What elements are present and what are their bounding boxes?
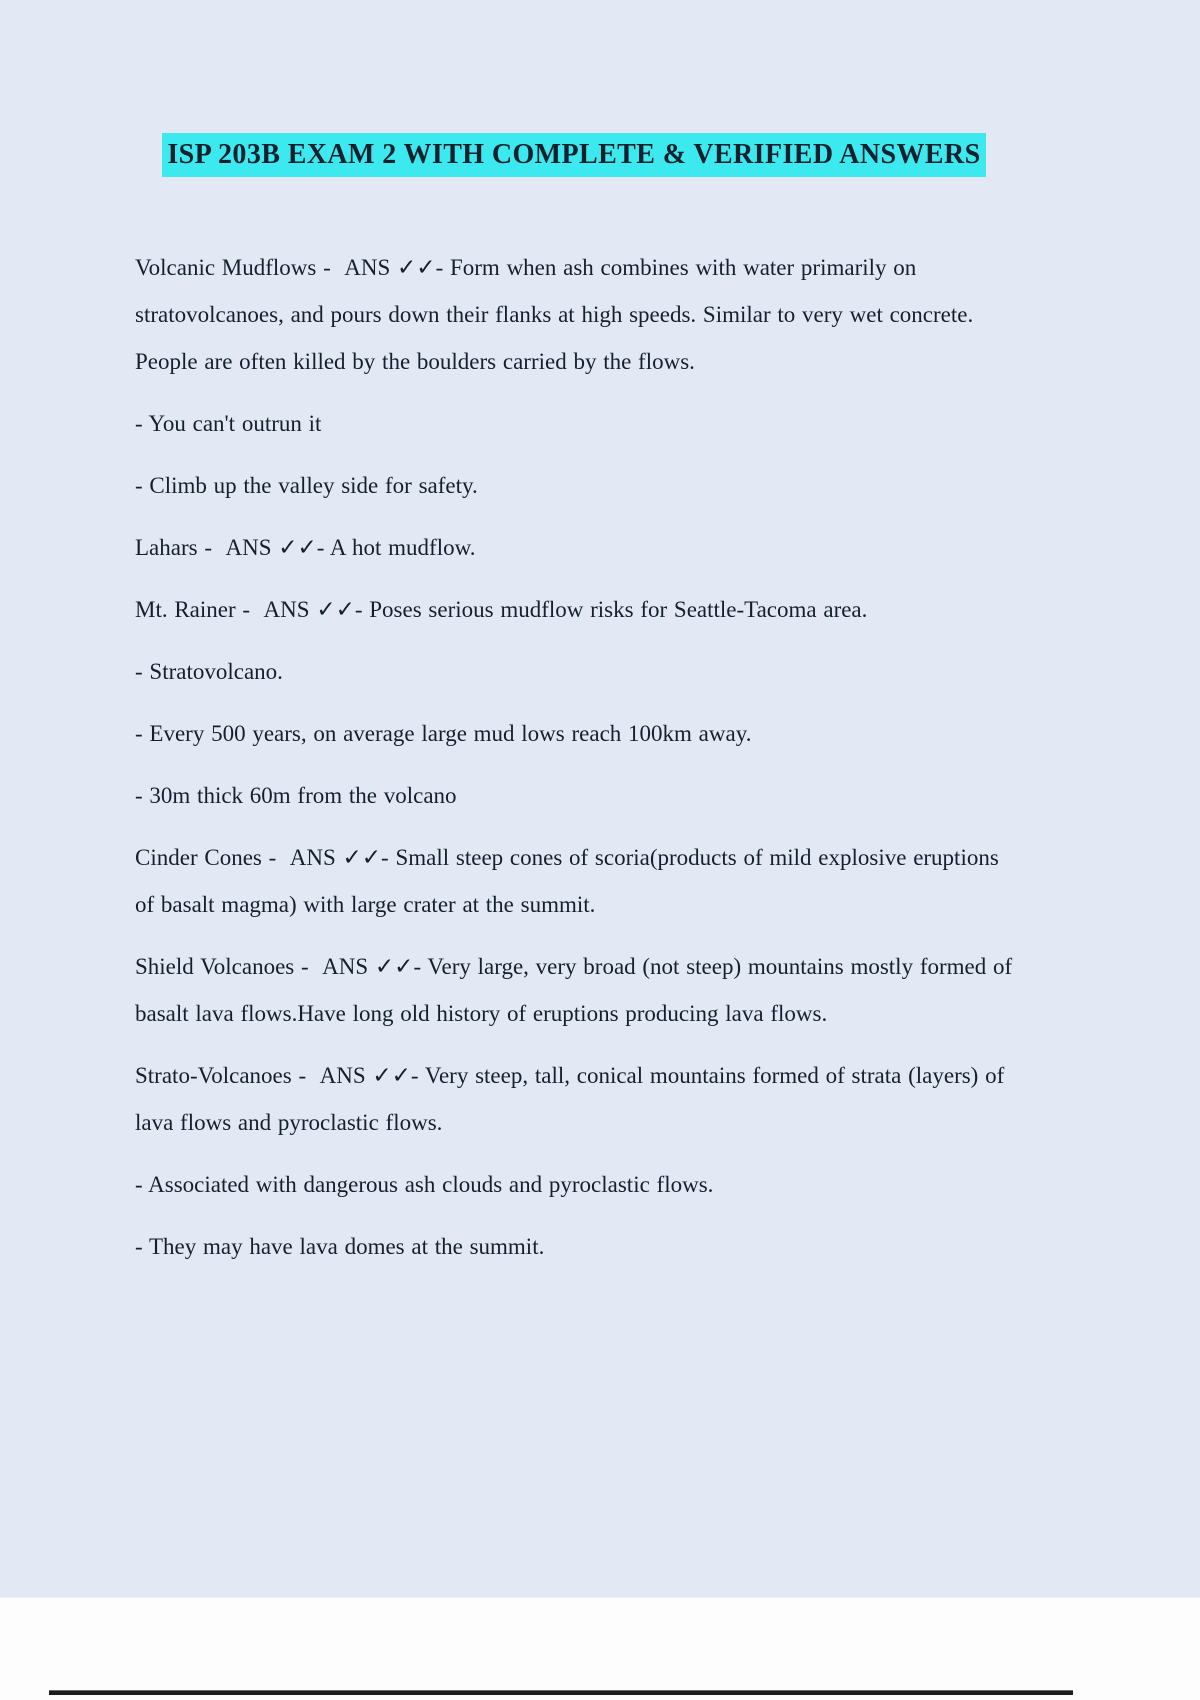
paragraph: - 30m thick 60m from the volcano xyxy=(135,783,457,808)
paragraph: - Associated with dangerous ash clouds and pyroclastic flows. xyxy=(135,1172,714,1197)
title-row xyxy=(135,139,1013,171)
page-edge xyxy=(0,1597,1200,1700)
paragraph: - Climb up the valley side for safety. xyxy=(135,473,478,498)
page-title: ISP 203B EXAM 2 WITH COMPLETE & VERIFIED ANSWERS xyxy=(162,133,985,177)
paragraph: Cinder Cones - ANS ✓✓- Small steep cones of scoria(products of mild explosive eruptions of basalt magma) with large crater at the summit. xyxy=(135,845,999,917)
paragraph: Mt. Rainer - ANS ✓✓- Poses serious mudflow risks for Seattle-Tacoma area. xyxy=(135,597,868,622)
paragraph: - Stratovolcano. xyxy=(135,659,283,684)
paragraph: - You can't outrun it xyxy=(135,411,322,436)
next-page-top-border xyxy=(49,1690,1073,1695)
document-body xyxy=(135,244,1015,1285)
paragraph: Lahars - ANS ✓✓- A hot mudflow. xyxy=(135,535,476,560)
paragraph: Volcanic Mudflows - ANS ✓✓- Form when ash combines with water primarily on stratovolcanoes, and pours down their flanks at high speeds. Similar to very wet concrete. People are often killed by the boulders carried by the flows. xyxy=(135,255,974,374)
paragraph: - They may have lava domes at the summit. xyxy=(135,1234,545,1259)
paragraph: Shield Volcanoes - ANS ✓✓- Very large, very broad (not steep) mountains mostly formed of basalt lava flows.Have long old history of eruptions producing lava flows. xyxy=(135,954,1013,1026)
paragraph: Strato-Volcanoes - ANS ✓✓- Very steep, tall, conical mountains formed of strata (layers) of lava flows and pyroclastic flows. xyxy=(135,1063,1005,1135)
paragraph: - Every 500 years, on average large mud lows reach 100km away. xyxy=(135,721,752,746)
